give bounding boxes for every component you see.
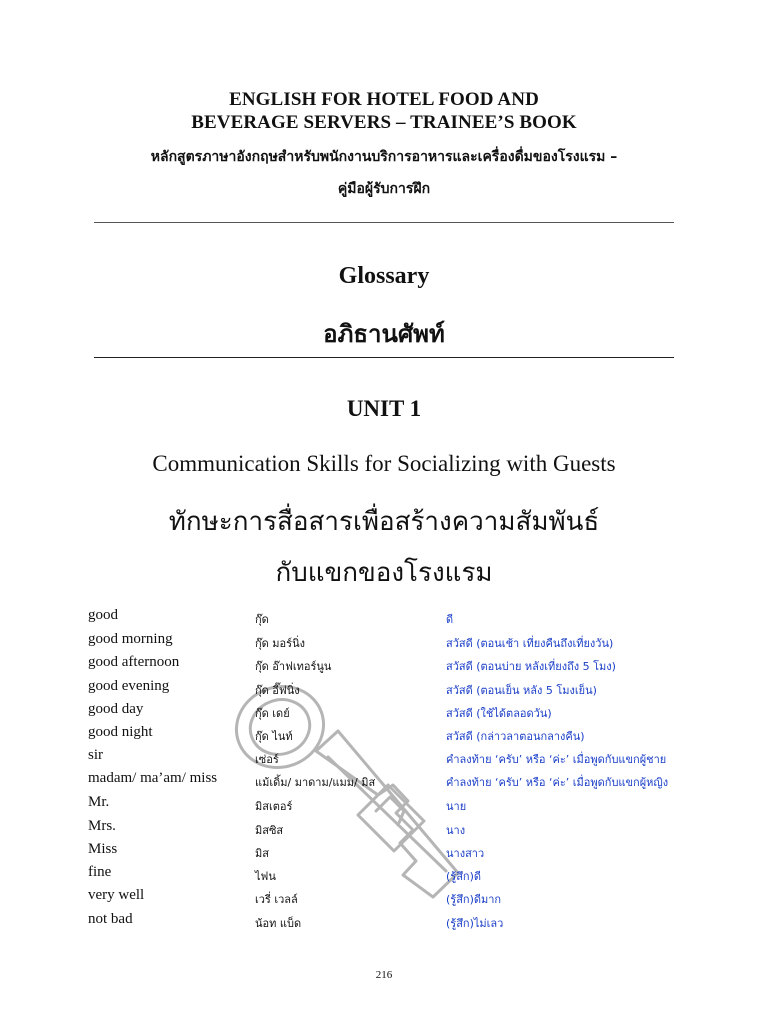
section-divider xyxy=(94,357,674,358)
glossary-pronunciation: กุ๊ด xyxy=(255,613,269,626)
glossary-meaning: ดี xyxy=(446,613,454,626)
glossary-english: Miss xyxy=(88,841,118,857)
unit-title: Communication Skills for Socializing with Guests xyxy=(152,451,616,476)
book-title-line-2: BEVERAGE SERVERS – TRAINEE’S BOOK xyxy=(191,112,577,133)
glossary-row xyxy=(0,887,768,910)
header-divider xyxy=(94,222,674,223)
glossary-english: fine xyxy=(88,864,112,880)
glossary-meaning: นาย xyxy=(446,800,467,813)
glossary-meaning: สวัสดี (ตอนเย็น หลัง 5 โมงเย็น) xyxy=(446,684,597,697)
glossary-english: Mr. xyxy=(88,794,110,810)
glossary-row xyxy=(0,794,768,817)
glossary-row xyxy=(0,631,768,654)
glossary-meaning: (รู้สึก)ดี xyxy=(446,870,482,883)
book-title-line-1: ENGLISH FOR HOTEL FOOD AND xyxy=(229,89,539,110)
book-title-thai-line-1: หลักสูตรภาษาอังกฤษสำหรับพนักงานบริการอาหารและเครื่องดื่มของโรงแรม – xyxy=(150,149,618,165)
glossary-pronunciation: กุ๊ด เดย์ xyxy=(255,707,290,720)
glossary-pronunciation: มิสเตอร์ xyxy=(255,800,293,813)
glossary-pronunciation: มิส xyxy=(255,847,269,860)
glossary-meaning: คำลงท้าย ‘ครับ’ หรือ ‘ค่ะ’ เมื่อพูดกับแขกผู้ชาย xyxy=(446,753,667,766)
glossary-row xyxy=(0,747,768,770)
glossary-meaning: สวัสดี (ตอนบ่าย หลังเที่ยงถึง 5 โมง) xyxy=(446,660,616,673)
book-title-thai-line-2: คู่มือผู้รับการฝึก xyxy=(337,181,431,197)
glossary-pronunciation: เวรี่ เวลล์ xyxy=(255,893,298,906)
glossary-pronunciation: ไฟน xyxy=(255,870,276,883)
glossary-english: madam/ ma’am/ miss xyxy=(88,770,218,786)
glossary-meaning: สวัสดี (กล่าวลาตอนกลางคืน) xyxy=(446,730,585,743)
glossary-english: good xyxy=(88,607,118,623)
glossary-row xyxy=(0,724,768,747)
glossary-pronunciation: กุ๊ด อี๊ฟนิ่ง xyxy=(255,684,300,697)
glossary-meaning: คำลงท้าย ‘ครับ’ หรือ ‘ค่ะ’ เมื่อพูดกับแขกผู้หญิง xyxy=(446,776,669,789)
glossary-row xyxy=(0,678,768,701)
glossary-meaning: นางสาว xyxy=(446,847,485,860)
glossary-pronunciation: กุ๊ด อ๊าฟเทอร์นูน xyxy=(255,660,332,673)
glossary-english: sir xyxy=(88,747,103,763)
glossary-meaning: สวัสดี (ตอนเช้า เที่ยงคืนถึงเที่ยงวัน) xyxy=(446,637,614,650)
glossary-meaning: นาง xyxy=(446,824,466,837)
glossary-pronunciation: มิสซิส xyxy=(255,824,284,837)
glossary-english: good afternoon xyxy=(88,654,180,670)
glossary-english: not bad xyxy=(88,911,133,927)
unit-label: UNIT 1 xyxy=(346,396,422,421)
glossary-row xyxy=(0,607,768,630)
glossary-row xyxy=(0,841,768,864)
glossary-meaning: (รู้สึก)ดีมาก xyxy=(446,893,502,906)
glossary-pronunciation: เซ่อร์ xyxy=(255,753,279,766)
glossary-english: good night xyxy=(88,724,153,740)
glossary-row xyxy=(0,818,768,841)
glossary-pronunciation: แม้เดิ้ม/ มาดาม/แมม/ มิส xyxy=(255,776,376,789)
glossary-english: good evening xyxy=(88,678,170,694)
glossary-row xyxy=(0,654,768,677)
glossary-english: Mrs. xyxy=(88,818,116,834)
unit-title-thai-line-2: กับแขกของโรงแรม xyxy=(275,558,493,588)
glossary-row xyxy=(0,770,768,793)
glossary-row xyxy=(0,701,768,724)
glossary-english: good day xyxy=(88,701,144,717)
glossary-pronunciation: กุ๊ด มอร์นิ่ง xyxy=(255,637,305,650)
unit-title-thai-line-1: ทักษะการสื่อสารเพื่อสร้างความสัมพันธ์ xyxy=(168,507,600,537)
glossary-row xyxy=(0,864,768,887)
glossary-english: very well xyxy=(88,887,145,903)
section-title-thai: อภิธานศัพท์ xyxy=(323,320,445,348)
glossary-row xyxy=(0,911,768,934)
glossary-meaning: สวัสดี (ใช้ได้ตลอดวัน) xyxy=(446,707,552,720)
section-title: Glossary xyxy=(338,263,430,289)
glossary-english: good morning xyxy=(88,631,173,647)
page-number: 216 xyxy=(375,969,393,981)
glossary-meaning: (รู้สึก)ไม่เลว xyxy=(446,917,504,930)
glossary-pronunciation: น้อท แบ็ด xyxy=(255,917,302,930)
glossary-pronunciation: กุ๊ด ไนท์ xyxy=(255,730,293,743)
